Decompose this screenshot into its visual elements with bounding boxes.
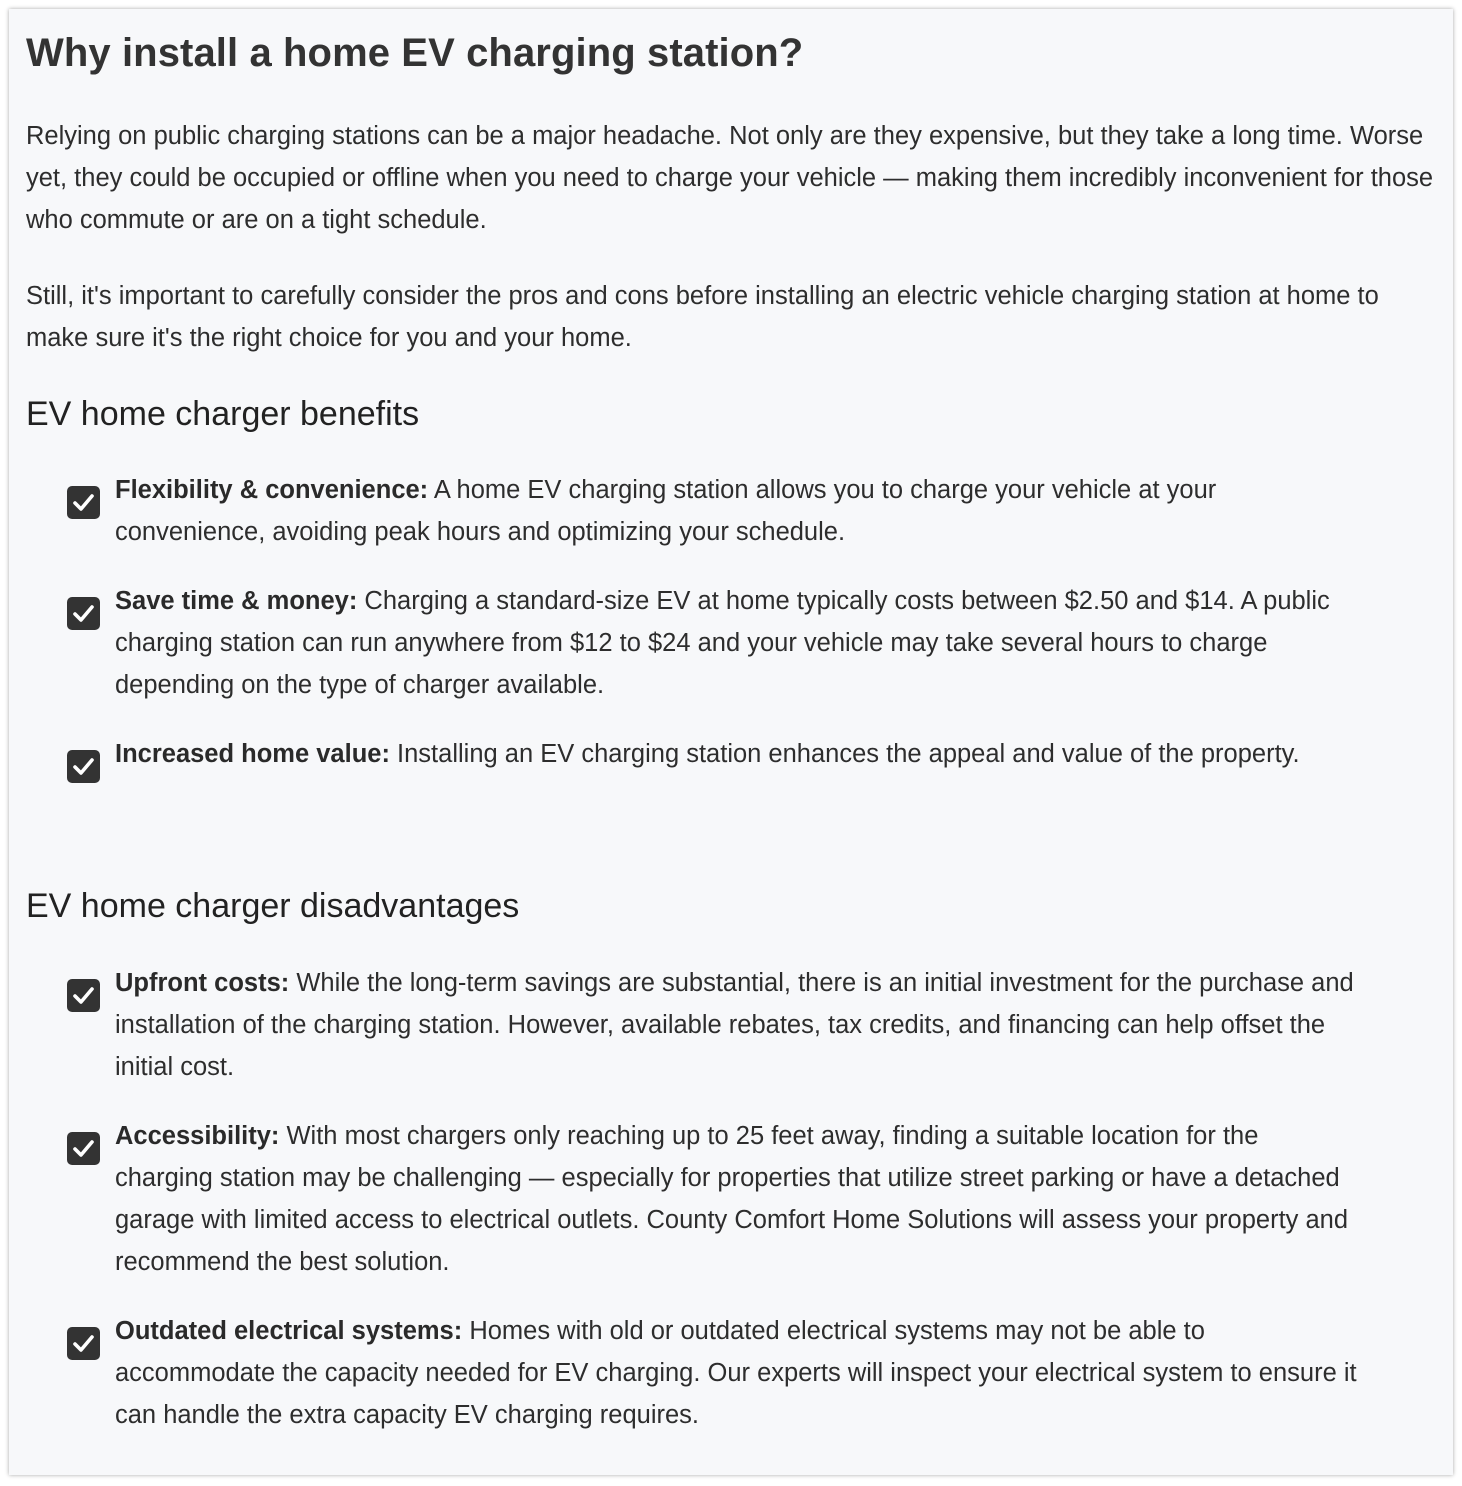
benefits-heading: EV home charger benefits [26,395,420,433]
disadvantages-heading: EV home charger disadvantages [26,887,520,925]
benefit-term: Flexibility & convenience: [115,476,429,504]
disadvantage-term: Outdated electrical systems: [115,1317,463,1345]
intro-paragraph: Relying on public charging stations can be a major headache. Not only are they expensive, but they take a long time. Worse yet, they could be occupied or offline when you need to charge your vehicle — making them incredibly inconvenient for those who commute or are on a tight schedule. [26,122,1434,234]
checkbox-checked-icon [67,486,100,519]
benefit-item [67,469,1357,553]
disadvantages-list [67,962,1357,1463]
disadvantage-text: While the long-term savings are substantial, there is an initial investment for the purchase and installation of the charging station. However, available rebates, tax credits, and financing can help offset the initial cost. [115,969,1354,1081]
content-card [9,9,1453,1475]
checkbox-checked-icon [67,979,100,1012]
checkbox-checked-icon [67,750,100,783]
intro-paragraph: Still, it's important to carefully consider the pros and cons before installing an electric vehicle charging station at home to make sure it's the right choice for you and your home. [26,282,1379,352]
checkbox-checked-icon [67,1132,100,1165]
checkbox-checked-icon [67,1327,100,1360]
benefit-term: Increased home value: [115,740,390,768]
disadvantage-item [67,1115,1357,1283]
disadvantage-item [67,1310,1357,1436]
disadvantage-term: Accessibility: [115,1122,280,1150]
disadvantage-item [67,962,1357,1088]
benefit-text: Installing an EV charging station enhances the appeal and value of the property. [389,740,1300,768]
disadvantage-text: With most chargers only reaching up to 25 feet away, finding a suitable location for the charging station may be challenging — especially for properties that utilize street parking or have a detached garage with limited access to electrical outlets. County Comfort Home Solutions will assess your property and recommend the best solution. [115,1122,1349,1276]
page-title: Why install a home EV charging station? [26,31,804,75]
benefits-list [67,469,1357,802]
checkbox-checked-icon [67,597,100,630]
benefit-term: Save time & money: [115,587,358,615]
benefit-item [67,733,1357,775]
benefit-item [67,580,1357,706]
benefit-text: Charging a standard-size EV at home typically costs between $2.50 and $14. A public charging station can run anywhere from $12 to $24 and your vehicle may take several hours to charge depending on the type of charger available. [115,587,1330,699]
benefit-text: A home EV charging station allows you to charge your vehicle at your convenience, avoiding peak hours and optimizing your schedule. [115,476,1217,546]
disadvantage-term: Upfront costs: [115,969,290,997]
disadvantage-text: Homes with old or outdated electrical systems may not be able to accommodate the capacity needed for EV charging. Our experts will inspect your electrical system to ensure it can handle the extra capacity EV charging requires. [115,1317,1357,1429]
